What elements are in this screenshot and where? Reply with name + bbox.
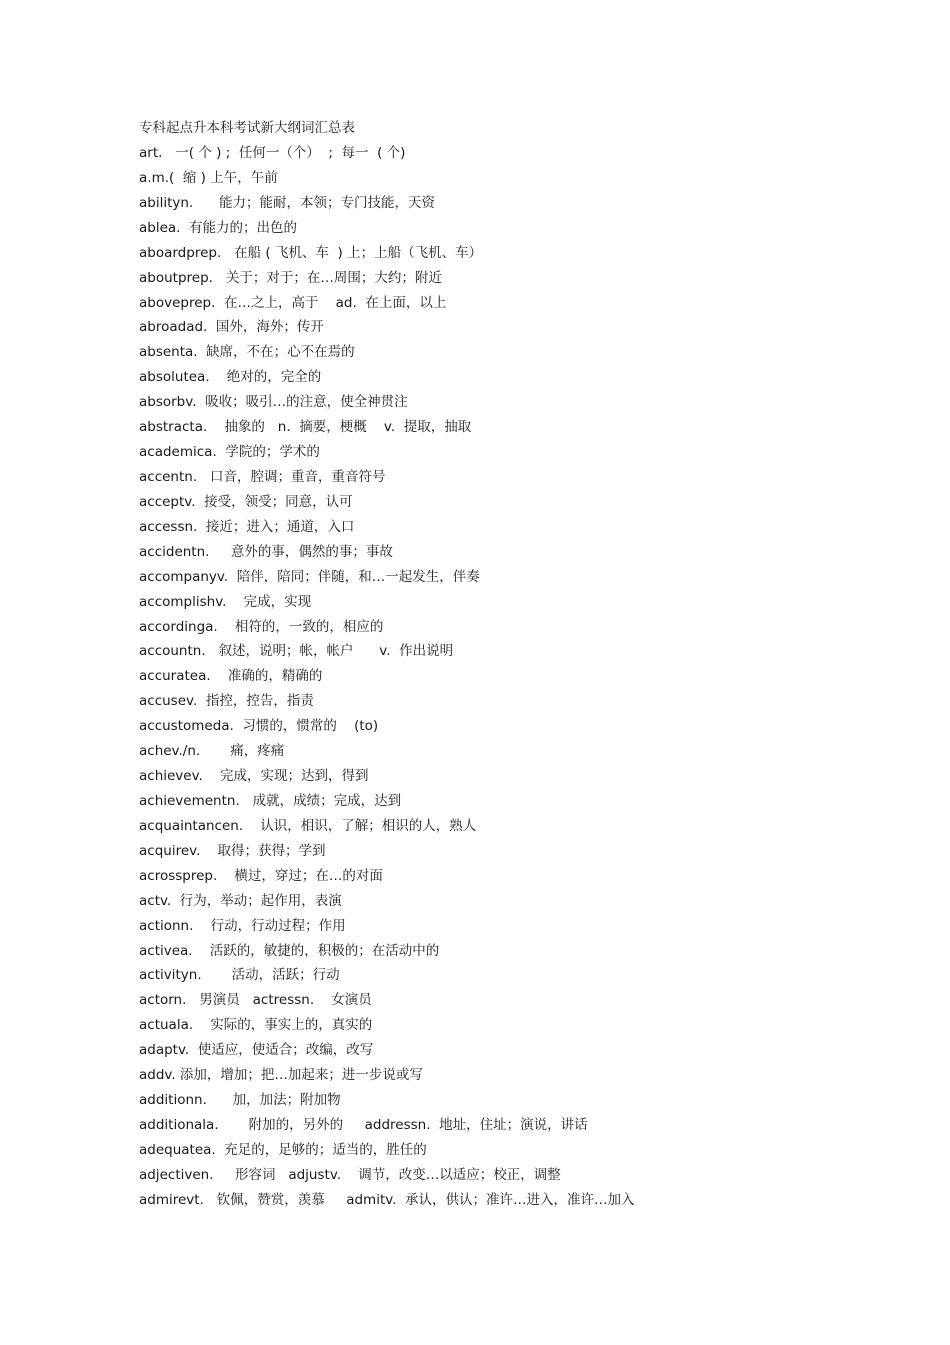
vocabulary-entry: actuala. 实际的，事实上的，真实的 <box>139 1017 373 1034</box>
vocabulary-entry: achev./n. 痛，疼痛 <box>139 743 285 760</box>
vocabulary-entry: achievementn. 成就，成绩；完成，达到 <box>139 792 402 809</box>
vocabulary-entry: addv. 添加，增加；把…加起来；进一步说或写 <box>139 1067 423 1084</box>
vocabulary-entry: accessn. 接近；进入；通道，入口 <box>139 518 355 535</box>
vocabulary-entry: acquaintancen. 认识，相识，了解；相识的人，熟人 <box>139 817 477 834</box>
vocabulary-entry: absolutea. 绝对的，完全的 <box>139 369 322 386</box>
vocabulary-entry: accidentn. 意外的事，偶然的事；事故 <box>139 543 393 560</box>
vocabulary-entry: art. 一( 个 ) ; 任何一（个） ; 每一 ( 个) <box>139 145 406 161</box>
vocabulary-entry: activea. 活跃的，敏捷的，积极的；在活动中的 <box>139 942 440 959</box>
vocabulary-entry: accountn. 叙述，说明；帐，帐户 v. 作出说明 <box>139 643 454 660</box>
vocabulary-entry: a.m.( 缩 ) 上午，午前 <box>139 169 278 186</box>
vocabulary-entry: acceptv. 接受，领受；同意，认可 <box>139 493 353 510</box>
document-title: 专科起点升本科考试新大纲词汇总表 <box>139 120 355 136</box>
vocabulary-entry: adequatea. 充足的，足够的；适当的，胜任的 <box>139 1141 427 1158</box>
vocabulary-entry: ablea. 有能力的；出色的 <box>139 219 298 236</box>
vocabulary-list <box>139 143 919 1215</box>
vocabulary-entry: accusev. 指控，控告，指责 <box>139 693 314 710</box>
vocabulary-entry: actionn. 行动，行动过程；作用 <box>139 917 346 934</box>
vocabulary-entry: additionn. 加，加法；附加物 <box>139 1092 341 1109</box>
vocabulary-entry: actv. 行为，举动；起作用，表演 <box>139 892 342 909</box>
vocabulary-entry: abroadad. 国外，海外；传开 <box>139 319 324 336</box>
vocabulary-entry: abstracta. 抽象的 n. 摘要，梗概 v. 提取，抽取 <box>139 419 472 436</box>
vocabulary-entry: aboveprep. 在…之上，高于 ad. 在上面，以上 <box>139 294 447 311</box>
vocabulary-entry: accuratea. 准确的，精确的 <box>139 668 323 685</box>
vocabulary-entry: acrossprep. 横过，穿过；在…的对面 <box>139 867 383 884</box>
vocabulary-entry: acquirev. 取得；获得；学到 <box>139 842 326 859</box>
vocabulary-entry: adaptv. 使适应，使适合；改编，改写 <box>139 1042 374 1059</box>
vocabulary-entry: aboutprep. 关于；对于；在…周围；大约；附近 <box>139 269 442 286</box>
vocabulary-entry: academica. 学院的；学术的 <box>139 444 320 461</box>
vocabulary-entry: accordinga. 相符的，一致的，相应的 <box>139 618 384 635</box>
vocabulary-entry: accomplishv. 完成，实现 <box>139 593 312 610</box>
vocabulary-entry: accompanyv. 陪伴，陪同；伴随，和…一起发生，伴奏 <box>139 568 480 585</box>
vocabulary-entry: activityn. 活动，活跃；行动 <box>139 967 340 984</box>
vocabulary-entry: admirevt. 钦佩，赞赏，羡慕 admitv. 承认，供认；准许…进入，准许…加入 <box>139 1191 635 1208</box>
vocabulary-entry: aboardprep. 在船 ( 飞机、车 ) 上；上船（飞机、车） <box>139 244 483 261</box>
vocabulary-entry: adjectiven. 形容词 adjustv. 调节，改变…以适应；校正，调整 <box>139 1166 561 1183</box>
vocabulary-entry: absenta. 缺席，不在；心不在焉的 <box>139 344 355 361</box>
vocabulary-entry: additionala. 附加的，另外的 addressn. 地址，住址；演说，讲话 <box>139 1116 588 1133</box>
vocabulary-entry: accustomeda. 习惯的，惯常的 (to) <box>139 718 379 735</box>
vocabulary-entry: accentn. 口音，腔调；重音，重音符号 <box>139 468 386 485</box>
vocabulary-entry: achievev. 完成，实现；达到，得到 <box>139 768 369 785</box>
vocabulary-entry: actorn. 男演员 actressn. 女演员 <box>139 992 372 1009</box>
vocabulary-entry: absorbv. 吸收；吸引…的注意，使全神贯注 <box>139 394 408 411</box>
vocabulary-entry: abilityn. 能力；能耐，本领；专门技能，天资 <box>139 194 435 211</box>
